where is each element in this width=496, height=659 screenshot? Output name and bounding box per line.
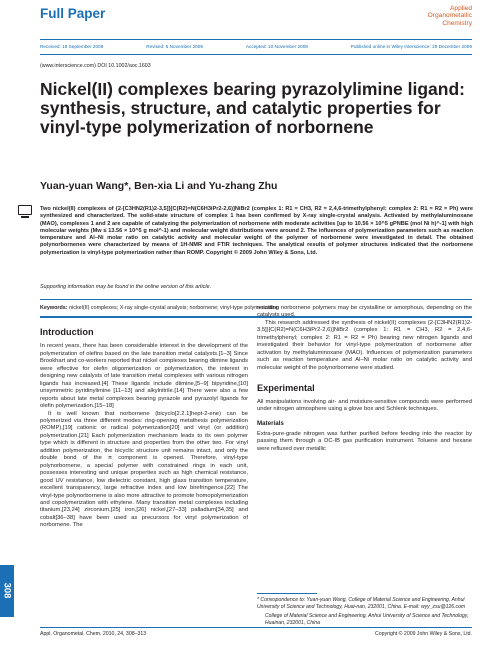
intro-paragraph-1: In recent years, there has been considerable interest in the development of the polymerization of olefins based on the late transition metal catalysts.[1–3] Since Brookhart and co-workers reported that nickel complexes bearing diimine ligands were effective for olefin oligomerization or polymerization, the interest in designing new catalysts of late transition metal complexes with various nitrogen ligands has increased.[4] These ligands include diimine,[5–9] bipyridine,[10] unsymmetric pyridinylimine [11–13] and alkylnitrile.[14] There were also a few reports about late metal complexes bearing pyrazole and pyrazolyl ligands for olefin polymerization.[15–18]: [40, 343, 248, 410]
abstract: Two nickel(II) complexes of {2-[C3HN2(R1)2-3,5]}[C(R2)=N(C6H3iPr2-2,6)]NiBr2 (complex 1: R1 = CH3, R2 = 2,4,6-trimethylphenyl; complex 2: R1 = R2 = Ph) were synthesized and characterized. The solid-state structure of complex 1 has been confirmed by X-ray single-crystal analysis. Activated by methylaluminoxane (MAO), complexes 1 and 2 are capable of catalyzing the polymerization of norbornene with moderate activities [up to 10.56 × 10^5 gPNBE (mol Ni h)^-1] with high molecular weights (Mw ≤ 13.56 × 10^5 g mol^-1) and molecular weight distributions were around 2. The influences of polymerization parameters such as reaction temperature and Al–Ni molar ratio on catalytic activity and molecular weight of the polymer of norbornene were investigated in detail. The obtained polynorbornenes were characterized by means of 1H-NMR and FTIR techniques. The analytical results of polymer structures indicated that the norbornene polymerization is vinyl-type polymerization rather than ROMP. Copyright © 2009 John Wiley & Sons, Ltd.: [40, 206, 473, 256]
keywords: nickel(II) complexes; X-ray single-crystal analysis; norbornene; vinyl-type polymerization: [69, 305, 280, 311]
affiliation-footnote: College of Material Science and Engineering, Anhui University of Science and Technology, Huainan, 232001, China: [265, 613, 469, 626]
revised-date: Revised: 5 November 2009: [146, 44, 204, 49]
footnotes: [257, 597, 472, 629]
intro-paragraph-3: resulting norbornene polymers may be crystalline or amorphous, depending on the catalysts used.: [257, 305, 472, 319]
footer-copyright: Copyright © 2009 John Wiley & Sons, Ltd.: [375, 631, 472, 637]
header-rule: [40, 39, 472, 40]
footer-citation: Appl. Organometal. Chem. 2010, 24, 308–313: [40, 631, 147, 637]
footnote-rule: [257, 593, 317, 594]
page-number-tab: [0, 565, 14, 617]
journal-brand-line-2: Organometallic: [427, 12, 472, 20]
page-number: 308: [1, 582, 13, 599]
left-column: [40, 329, 248, 530]
journal-brand-line-3: Chemistry: [442, 19, 472, 27]
monitor-icon: [18, 205, 32, 215]
journal-brand-line-1: Applied: [450, 5, 472, 12]
article-title: Nickel(II) complexes bearing pyrazolylimine ligand: synthesis, structure, and catalytic properties for vinyl-type polymerization of norbornene: [40, 79, 465, 137]
accepted-date: Accepted: 10 November 2009: [245, 44, 308, 49]
supporting-info-note: Supporting information may be found in the online version of this article.: [40, 284, 212, 290]
dates-rule: [40, 54, 472, 55]
received-date: Received: 19 September 2009: [40, 44, 104, 49]
published-date: Published online in Wiley Interscience: 29 December 2009: [350, 44, 472, 49]
publication-dates: [40, 44, 472, 49]
doi-line[interactable]: (www.interscience.com) DOI 10.1002/aoc.1603: [40, 63, 151, 69]
authors: Yuan-yuan Wang*, Ben-xia Li and Yu-zhang Zhu: [40, 180, 278, 192]
keywords-label: Keywords:: [40, 305, 68, 311]
correspondence-footnote: * Correspondence to: Yuan-yuan Wang, College of Material Science and Engineering, Anhui University of Science and Technology, Huai-nan, 232001, China. E-mail: wyy_zsu@126.com: [257, 597, 466, 610]
footer-rule: [40, 627, 472, 628]
right-column: [257, 305, 472, 453]
materials-paragraph: Extra-pure-grade nitrogen was further purified before feeding into the reactor by passing them through a DC-IB gas purification instrument. Toluene and hexane were refluxed over metallic: [257, 430, 472, 452]
section-label: Full Paper: [40, 6, 106, 21]
abstract-rule: [40, 299, 472, 300]
intro-paragraph-2: It is well known that norbornene (bicyclo[2.2.1]hept-2-ene) can be polymerized via three different modes: ring-opening metathesis polymerization (ROMP),[19] cationic or radical polymerization[20] and vinyl (or addition) polymerization.[21] Each polymerization mechanism leads to its own polymer type which is different in structure and properties from the other two. For vinyl addition polymerization, the bicyclic structure unit remains intact, and only the double bond of the π component is opened. Therefore, vinyl-type polynorbornene, a special polymer with constrained rings in each unit, possesses interesting and unique properties such as high chemical resistance, good UV resistance, low dielectric constant, high glass transition temperature, excellent transparency, large refractive index and low birefringence.[22] The vinyl-type polynorbornene is also more attractive to promote homopolymerization and copolymerization with ethylene. Many transition metal complexes including titanium,[23,24] zirconium,[25] iron,[26] nickel,[27–33] palladium[34,35] and cobalt[36–38] have been used as precursors for vinyl polymerization of norbornene. The: [40, 410, 248, 529]
experimental-heading: Experimental: [257, 383, 315, 394]
experimental-paragraph-1: All manipulations involving air- and moisture-sensitive compounds were performed under nitrogen atmosphere using a glove box and Schlenk techniques.: [257, 398, 472, 412]
materials-heading: Materials: [257, 420, 284, 428]
intro-paragraph-4: This research addressed the synthesis of nickel(II) complexes {2-[C3HN2(R1)2-3,5]}[C(R2)=N(C6H3iPr2-2,6)]NiBr2 (complex 1: R1 = CH3, R2 = 2,4,6-trimethylphenyl; complex 2: R1 = R2 = Ph) bearing new nitrogen ligands and investigated their behavior for vinyl-type polymerization of norbornene after activation by methylaluminoxane (MAO). Influences of polymerization parameters such as reaction temperature and Al–Ni molar ratio on catalytic activity and molecular weight of the polynorbornene were studied.: [257, 319, 472, 371]
journal-brand: [428, 5, 472, 27]
intro-heading: Introduction: [40, 327, 94, 337]
